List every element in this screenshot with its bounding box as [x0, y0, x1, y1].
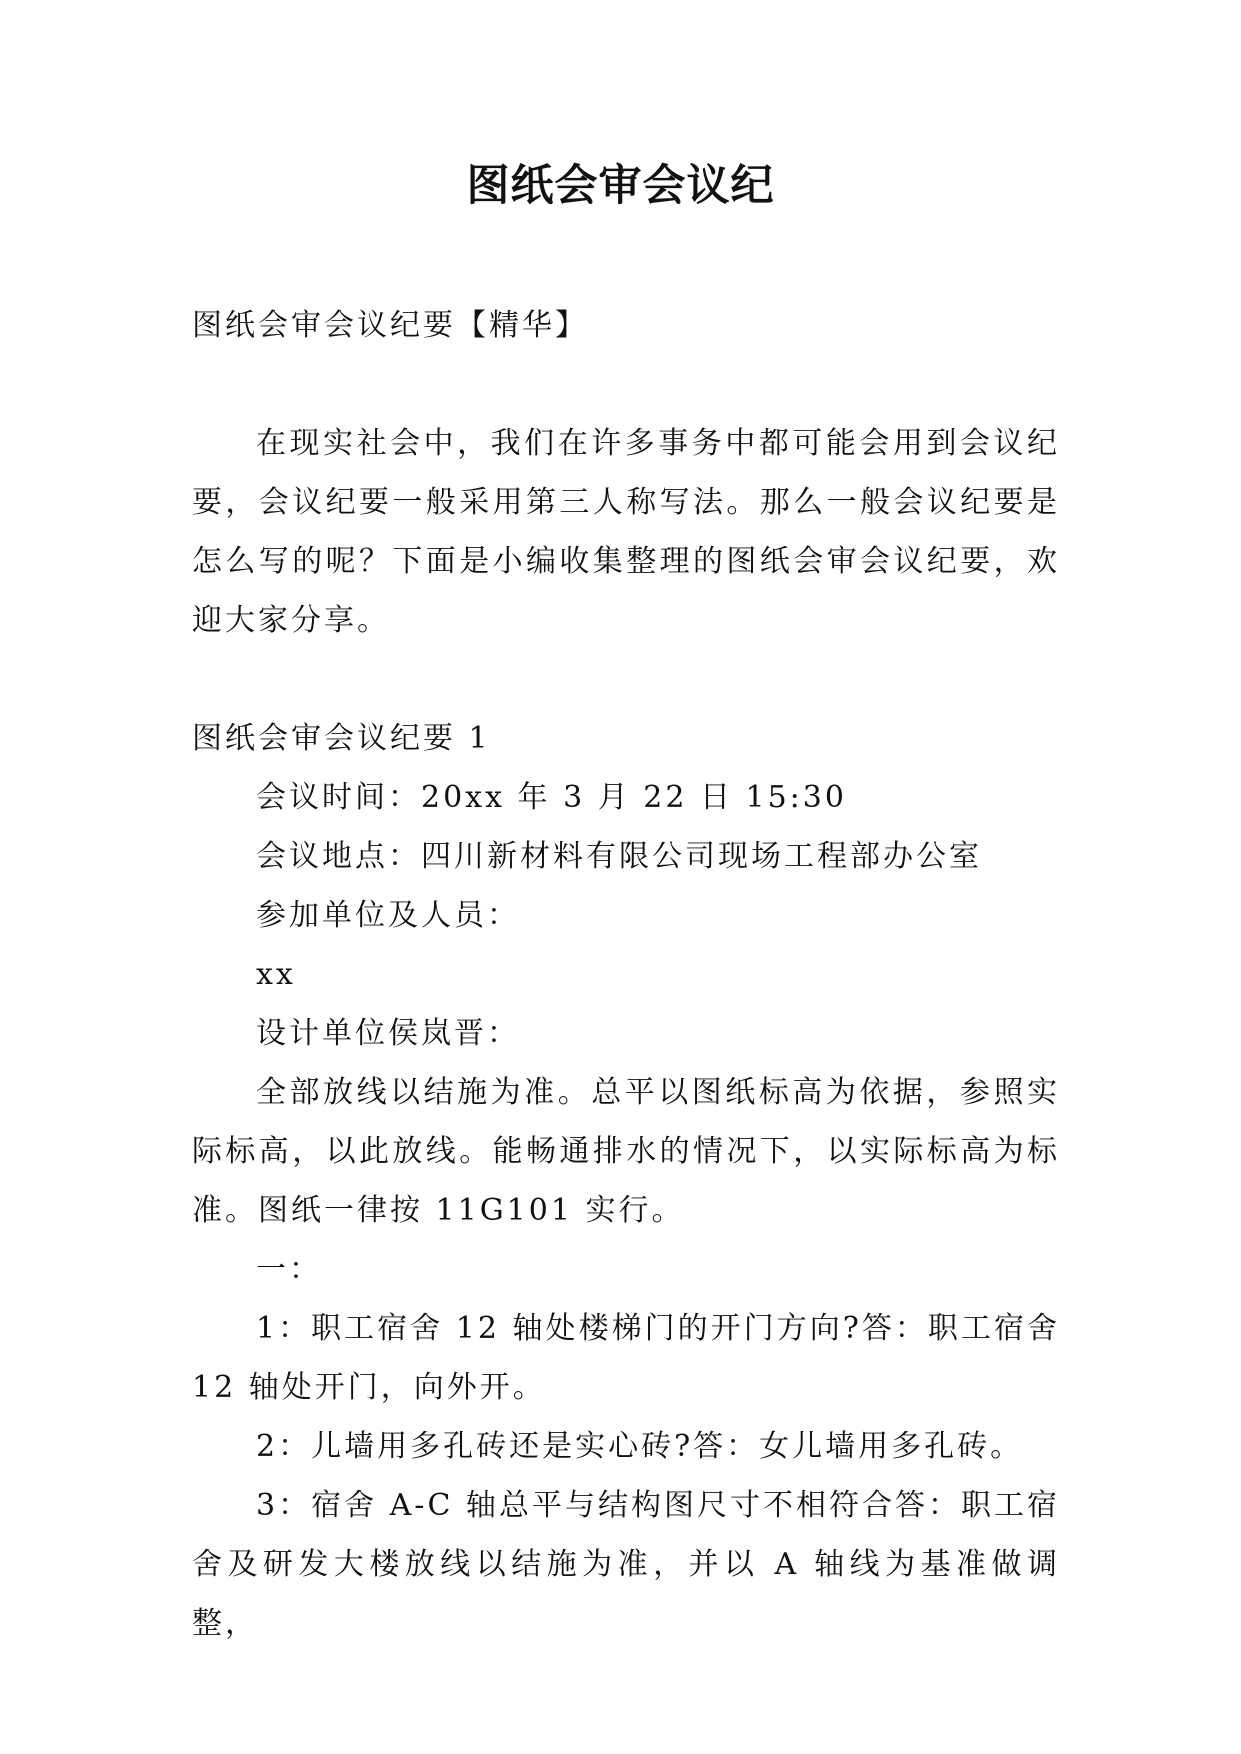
meeting-time: 会议时间：20xx 年 3 月 22 日 15:30 — [256, 780, 847, 815]
part-one-heading: 一： — [256, 1252, 322, 1287]
list-item: 1：职工宿舍 12 轴处楼梯门的开门方向?答：职工宿舍 12 轴处开门，向外开。 — [192, 1311, 1060, 1405]
design-note: 全部放线以结施为准。总平以图纸标高为依据，参照实际标高，以此放线。能畅通排水的情况下，以实际标高为标准。图纸一律按 11G101 实行。 — [192, 1075, 1060, 1228]
document-subtitle: 图纸会审会议纪要【精华】 — [192, 308, 588, 343]
designer-line: 设计单位侯岚晋： — [256, 1016, 520, 1051]
meeting-place: 会议地点：四川新材料有限公司现场工程部办公室 — [256, 839, 982, 874]
document-title: 图纸会审会议纪 — [466, 161, 775, 211]
intro-paragraph: 在现实社会中，我们在许多事务中都可能会用到会议纪要，会议纪要一般采用第三人称写法。那么一般会议纪要是怎么写的呢？下面是小编收集整理的图纸会审会议纪要，欢迎大家分享。 — [192, 426, 1060, 638]
list-item: 2：儿墙用多孔砖还是实心砖?答：女儿墙用多孔砖。 — [256, 1429, 1024, 1464]
attendees-label: 参加单位及人员： — [256, 898, 520, 933]
document-body — [192, 296, 1060, 1653]
section-heading: 图纸会审会议纪要 1 — [192, 721, 491, 756]
list-item: 3：宿舍 A-C 轴总平与结构图尺寸不相符合答：职工宿舍及研发大楼放线以结施为准，并以 A 轴线为基准做调整， — [192, 1488, 1060, 1641]
attendees-value: xx — [256, 957, 296, 992]
